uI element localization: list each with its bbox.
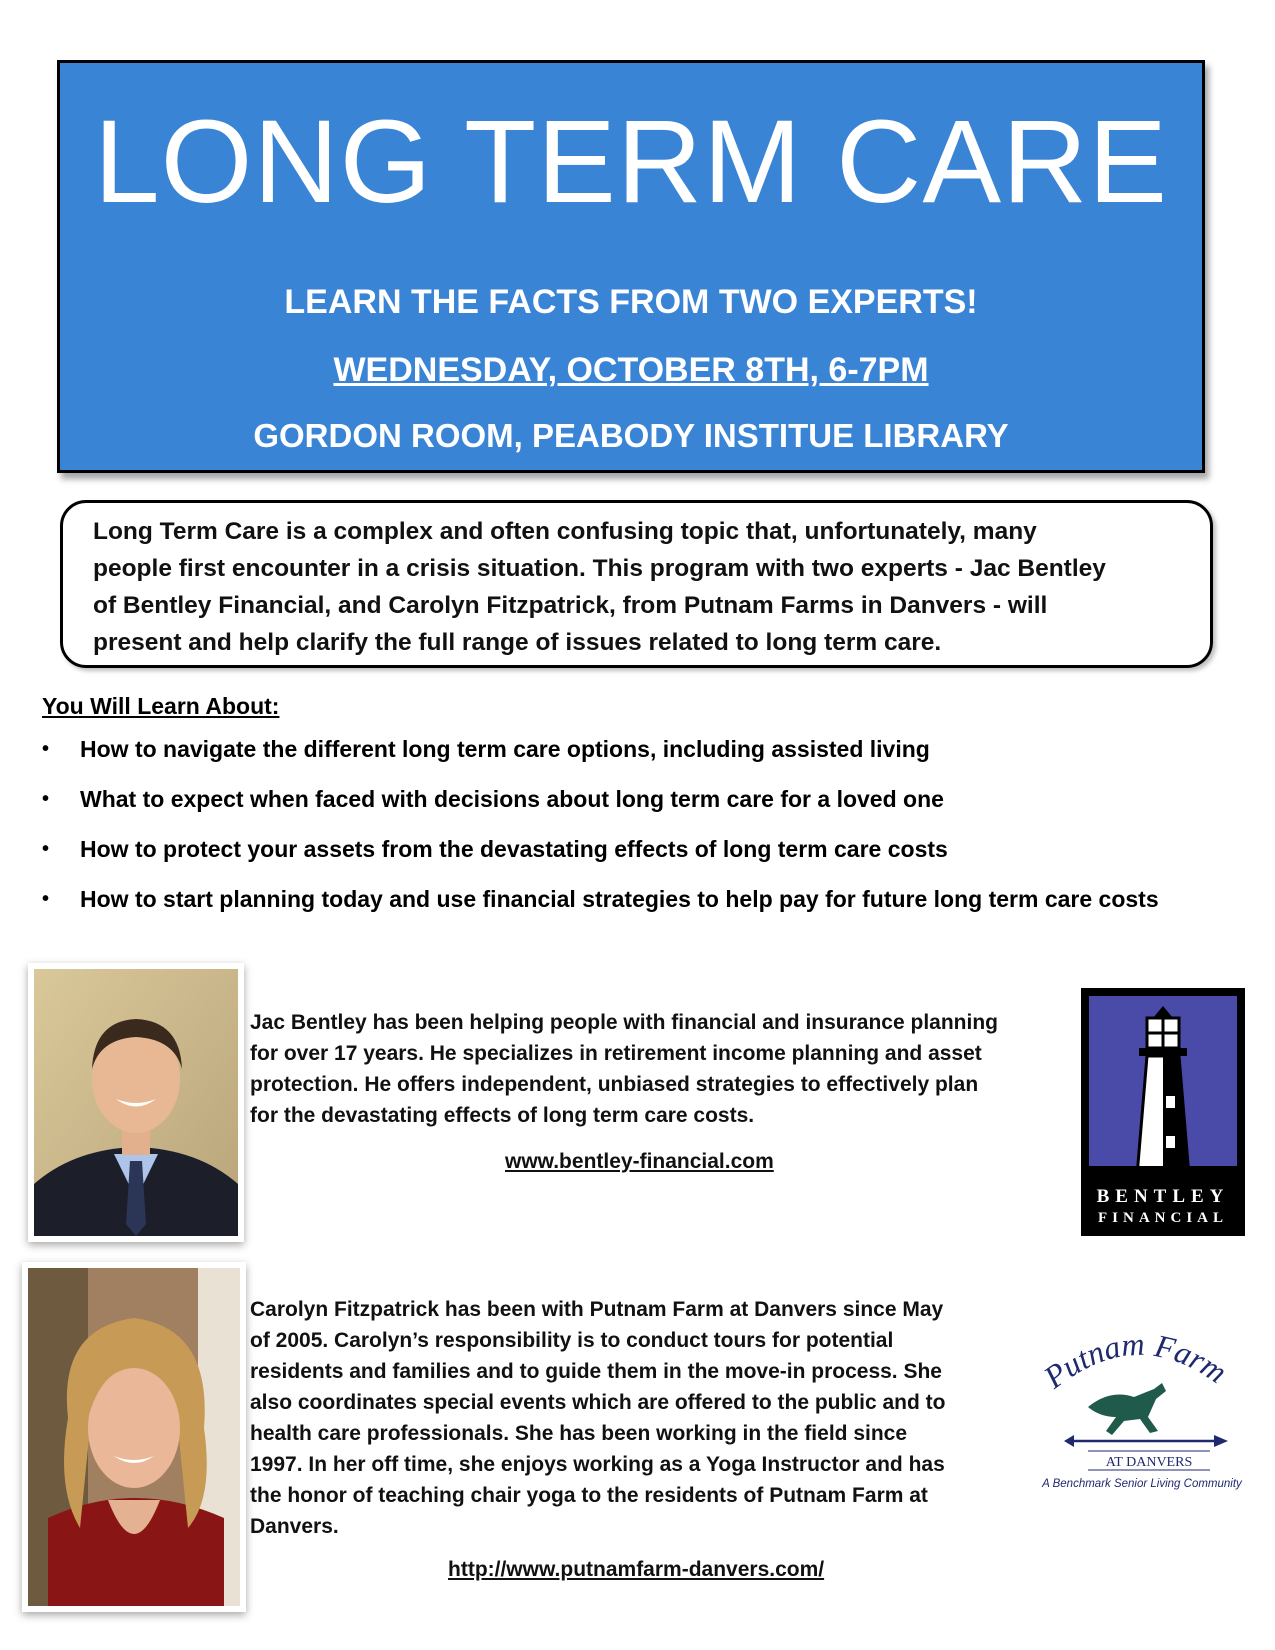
list-item bbox=[42, 735, 1242, 763]
bentley-website-link[interactable]: www.bentley-financial.com bbox=[505, 1150, 774, 1173]
svg-text:Putnam Farm bbox=[1036, 1326, 1234, 1396]
page-title: LONG TERM CARE bbox=[94, 96, 1168, 228]
banner-date-time: WEDNESDAY, OCTOBER 8TH, 6-7PM bbox=[333, 351, 929, 389]
financial-logo-text: FINANCIAL bbox=[1097, 1210, 1228, 1226]
bullet-icon: • bbox=[42, 738, 50, 760]
event-banner bbox=[57, 60, 1205, 521]
list-item bbox=[42, 885, 1242, 913]
intro-line: present and help clarify the full range of issues related to long term care. bbox=[93, 629, 942, 656]
putnam-website-link[interactable]: http://www.putnamfarm-danvers.com/ bbox=[448, 1558, 825, 1581]
banner-subtitle: LEARN THE FACTS FROM TWO EXPERTS! bbox=[284, 283, 978, 321]
bio-line: protection. He offers independent, unbiased strategies to effectively plan bbox=[250, 1073, 979, 1096]
bio-line: Carolyn Fitzpatrick has been with Putnam Farm at Danvers since May bbox=[250, 1298, 944, 1321]
bio-line: for the devastating effects of long term care costs. bbox=[250, 1104, 755, 1127]
bio-line: for over 17 years. He specializes in retirement income planning and asset bbox=[250, 1042, 982, 1065]
banner-town: DANVERS bbox=[547, 483, 715, 521]
bio-line: also coordinates special events which are offered to the public and to bbox=[250, 1391, 946, 1414]
list-item-text: How to start planning today and use financial strategies to help pay for future long term care costs bbox=[80, 886, 1159, 912]
bio-line: residents and families and to guide them in the move-in process. She bbox=[250, 1360, 942, 1383]
bio-line: the honor of teaching chair yoga to the residents of Putnam Farm at bbox=[250, 1484, 928, 1507]
list-item bbox=[42, 835, 1242, 863]
lighthouse-panel bbox=[1089, 996, 1237, 1176]
putnam-logo-tagline: A Benchmark Senior Living Community bbox=[1042, 1478, 1242, 1490]
bullet-icon: • bbox=[42, 888, 50, 910]
banner-location: GORDON ROOM, PEABODY INSTITUE LIBRARY bbox=[253, 417, 1009, 454]
intro-line: of Bentley Financial, and Carolyn Fitzpatrick, from Putnam Farms in Danvers - will bbox=[93, 592, 1048, 619]
bentley-bio bbox=[250, 1007, 1070, 1131]
fitzpatrick-bio bbox=[250, 1294, 990, 1542]
list-item bbox=[42, 785, 1242, 813]
bentley-photo bbox=[34, 969, 238, 1236]
intro-line: Long Term Care is a complex and often confusing topic that, unfortunately, many bbox=[93, 518, 1037, 545]
putnam-logo-name: Putnam Farm bbox=[1036, 1325, 1234, 1396]
bentley-photo-frame bbox=[28, 963, 244, 1242]
learn-heading: You Will Learn About: bbox=[42, 693, 280, 719]
lighthouse-icon bbox=[1089, 996, 1237, 1176]
bio-line: 1997. In her off time, she enjoys working as a Yoga Instructor and has bbox=[250, 1453, 945, 1476]
list-item-text: How to protect your assets from the devastating effects of long term care costs bbox=[80, 836, 948, 862]
putnam-logo-at: AT DANVERS bbox=[1105, 1455, 1193, 1470]
list-item-text: What to expect when faced with decisions about long term care for a loved one bbox=[80, 786, 944, 812]
intro-line: people first encounter in a crisis situation. This program with two experts - Jac Bentley bbox=[93, 555, 1106, 582]
fitzpatrick-photo bbox=[28, 1268, 240, 1606]
intro-box bbox=[60, 500, 1213, 668]
bullet-icon: • bbox=[42, 788, 50, 810]
bio-line: Danvers. bbox=[250, 1515, 339, 1538]
bentley-logo-text: BENTLEY bbox=[1096, 1186, 1230, 1207]
learn-list bbox=[42, 735, 1242, 935]
fitzpatrick-photo-frame bbox=[22, 1262, 246, 1612]
bentley-financial-logo bbox=[1081, 988, 1245, 1236]
bio-line: of 2005. Carolyn’s responsibility is to conduct tours for potential bbox=[250, 1329, 894, 1352]
bio-line: health care professionals. She has been working in the field since bbox=[250, 1422, 908, 1445]
list-item-text: How to navigate the different long term care options, including assisted living bbox=[80, 736, 930, 762]
putnam-farm-logo bbox=[1030, 1325, 1255, 1490]
horse-weathervane-icon bbox=[1030, 1325, 1255, 1490]
bullet-icon: • bbox=[42, 838, 50, 860]
bio-line: Jac Bentley has been helping people with financial and insurance planning bbox=[250, 1011, 998, 1034]
